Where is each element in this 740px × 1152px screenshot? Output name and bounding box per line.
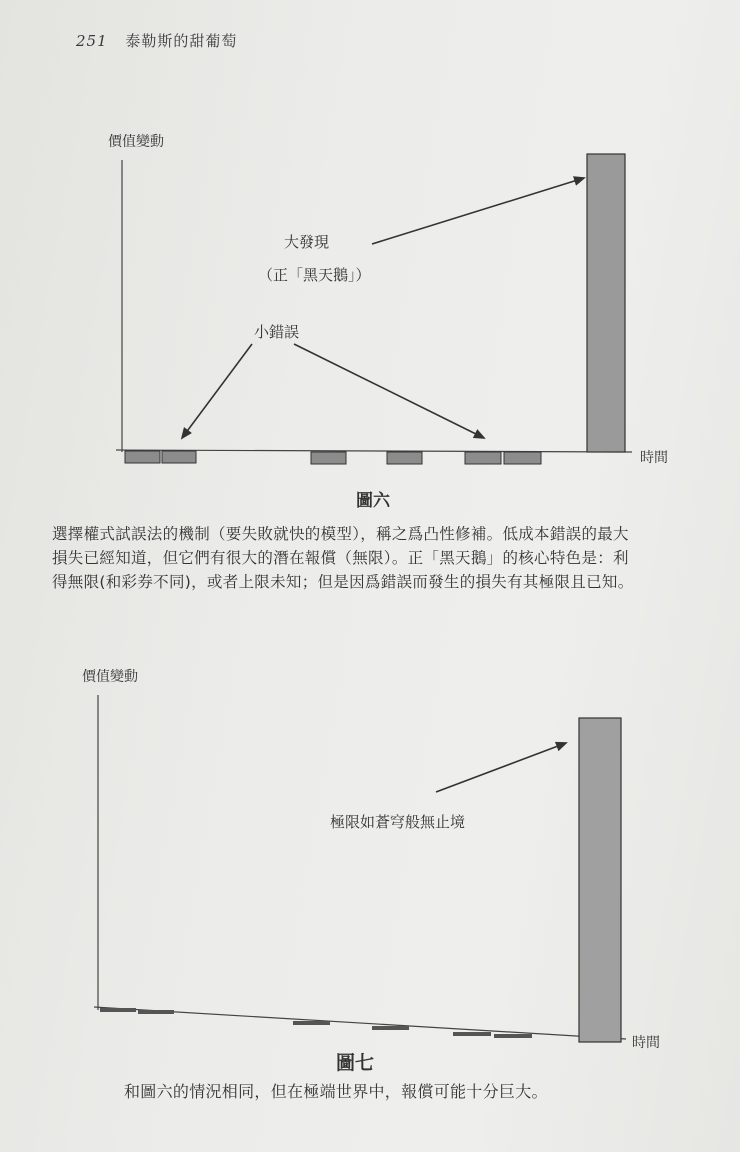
figure-6-small-loss-bar <box>162 451 196 463</box>
figure-6-big-gain-bar <box>587 154 625 452</box>
figure-6-arrow-to-big-gain <box>372 178 584 244</box>
figure-7-small-loss-bar <box>138 1010 174 1014</box>
figure-6-arrow-to-right-losses <box>294 344 484 438</box>
figure-7-small-loss-bar <box>372 1026 409 1030</box>
figure-7-caption: 圖七 <box>336 1052 375 1074</box>
figure-7-chart <box>0 655 740 1075</box>
figure-6-small-loss-bar <box>311 452 346 464</box>
paragraph-1-line: 選擇權式試誤法的機制（要失敗就快的模型），稱之爲凸性修補。低成本錯誤的最大 <box>52 525 629 543</box>
figure-6-small-loss-bar <box>504 452 541 464</box>
figure-6-small-loss-bar <box>465 452 501 464</box>
figure-6-ylabel: 價值變動 <box>108 134 164 150</box>
figure-6-small-loss-bar <box>387 452 422 464</box>
figure-7-big-gain-bar <box>579 718 621 1042</box>
figure-7-small-loss-bar <box>494 1034 532 1038</box>
figure-7-big-label: 極限如蒼穹般無止境 <box>330 813 466 831</box>
figure-7-small-loss-bar <box>453 1032 491 1036</box>
figure-7-small-loss-bar <box>100 1008 136 1012</box>
figure-7-small-loss-bar <box>293 1021 330 1025</box>
page-number: 251 <box>76 32 108 50</box>
figure-6-arrow-to-left-losses <box>182 344 252 438</box>
chapter-title: 泰勒斯的甜葡萄 <box>125 32 238 50</box>
figure-7-xlabel: 時間 <box>632 1035 660 1051</box>
paragraph-1 <box>52 522 722 594</box>
figure-6-caption: 圖六 <box>356 491 390 511</box>
figure-6-big-label-line2: （正「黑天鵝」） <box>258 266 371 284</box>
figure-6-small-label: 小錯誤 <box>254 323 300 341</box>
figure-6-big-label-line1: 大發現 <box>284 233 330 251</box>
paragraph-2: 和圖六的情況相同，但在極端世界中，報償可能十分巨大。 <box>124 1082 548 1101</box>
figure-7-ylabel: 價值變動 <box>82 669 138 685</box>
figure-6-small-loss-bar <box>125 451 160 463</box>
paragraph-1-line: 得無限(和彩券不同)，或者上限未知；但是因爲錯誤而發生的損失有其極限且已知。 <box>52 573 634 591</box>
figure-7-arrow-to-big-gain <box>436 743 566 792</box>
figure-6-xlabel: 時間 <box>640 450 668 466</box>
page-header <box>76 30 237 51</box>
paragraph-1-line: 損失已經知道，但它們有很大的潛在報償（無限）。正「黑天鵝」的核心特色是：利 <box>52 549 629 567</box>
